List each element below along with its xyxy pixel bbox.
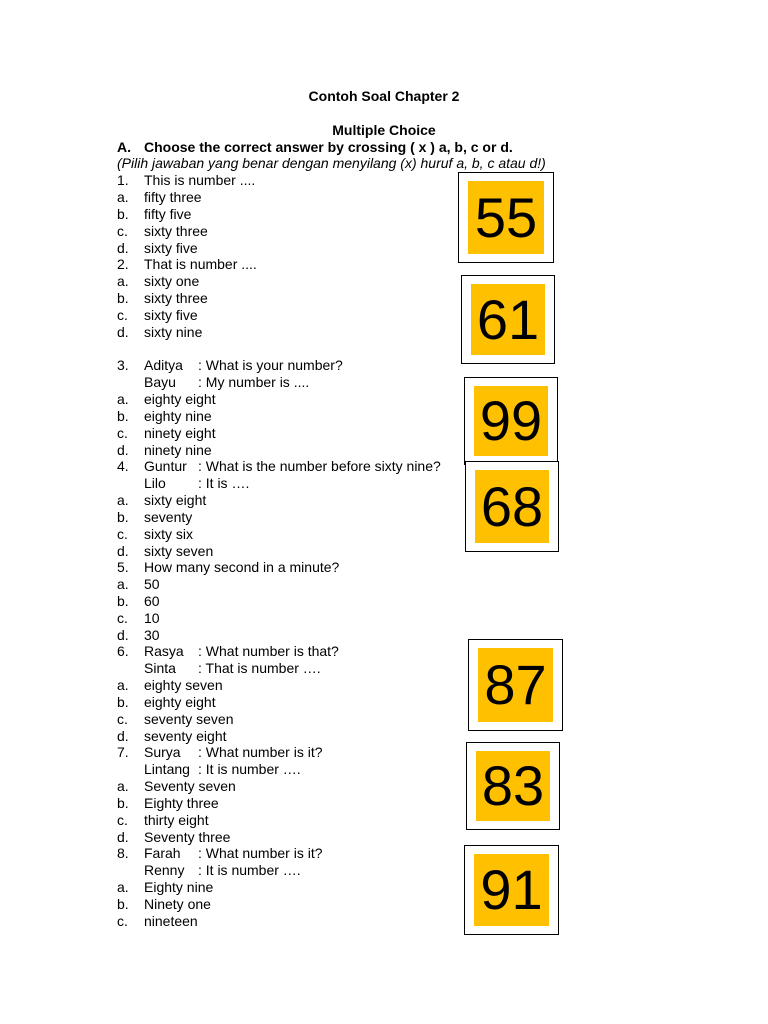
option-text: nineteen bbox=[144, 912, 198, 929]
option-letter: d. bbox=[117, 727, 129, 744]
option-letter: b. bbox=[117, 592, 129, 609]
option-text: sixty seven bbox=[144, 542, 214, 559]
speaker-name: Rasya bbox=[144, 643, 184, 659]
option-letter: a. bbox=[117, 272, 129, 289]
option-text: sixty five bbox=[144, 239, 198, 256]
answer-option[interactable] bbox=[0, 307, 768, 324]
option-text: sixty one bbox=[144, 272, 200, 289]
speaker-name: Farah bbox=[144, 845, 181, 861]
option-letter: a. bbox=[117, 491, 129, 508]
dialogue-row bbox=[0, 845, 768, 862]
page-title: Contoh Soal Chapter 2 bbox=[308, 88, 460, 104]
option-letter: c. bbox=[117, 222, 128, 239]
answer-option[interactable] bbox=[0, 627, 768, 644]
speaker-line: : What number is that? bbox=[198, 643, 339, 659]
answer-option[interactable] bbox=[0, 240, 768, 257]
speaker-name: Guntur bbox=[144, 458, 187, 474]
option-letter: b. bbox=[117, 895, 129, 912]
number-card-value: 61 bbox=[471, 284, 545, 355]
dialogue-row bbox=[0, 643, 768, 660]
answer-option[interactable] bbox=[0, 442, 768, 459]
option-letter: c. bbox=[117, 306, 128, 323]
option-text: eighty seven bbox=[144, 676, 223, 693]
option-text: 10 bbox=[144, 609, 160, 626]
option-letter: c. bbox=[117, 424, 128, 441]
section-subtitle: Multiple Choice bbox=[332, 122, 436, 138]
speaker-name: Surya bbox=[144, 744, 181, 760]
option-text: fifty three bbox=[144, 188, 202, 205]
speaker-line: : It is number …. bbox=[198, 861, 301, 878]
option-text: Seventy three bbox=[144, 828, 231, 845]
answer-option[interactable] bbox=[0, 509, 768, 526]
question-number: 1. bbox=[117, 172, 129, 188]
option-text: 50 bbox=[144, 575, 160, 592]
speaker-line: : What number is it? bbox=[198, 845, 323, 861]
question-number: 4. bbox=[117, 458, 129, 474]
option-letter: d. bbox=[117, 239, 129, 256]
answer-option[interactable] bbox=[0, 273, 768, 290]
number-card bbox=[466, 742, 560, 830]
option-letter: a. bbox=[117, 878, 129, 895]
dialogue-row bbox=[0, 475, 768, 492]
option-text: ninety nine bbox=[144, 441, 212, 458]
speaker-line: : What number is it? bbox=[198, 744, 323, 760]
option-letter: b. bbox=[117, 407, 129, 424]
option-letter: c. bbox=[117, 811, 128, 828]
option-letter: d. bbox=[117, 441, 129, 458]
answer-option[interactable] bbox=[0, 526, 768, 543]
number-card bbox=[464, 845, 559, 935]
answer-option[interactable] bbox=[0, 694, 768, 711]
instruction-text: Choose the correct answer by crossing ( x ) a, b, c or d. bbox=[144, 139, 513, 155]
answer-option[interactable] bbox=[0, 812, 768, 829]
answer-option[interactable] bbox=[0, 778, 768, 795]
option-letter: c. bbox=[117, 912, 128, 929]
speaker-name: Sinta bbox=[144, 659, 176, 676]
dialogue-row bbox=[0, 374, 768, 391]
option-text: ninety eight bbox=[144, 424, 216, 441]
answer-option[interactable] bbox=[0, 913, 768, 930]
question-number: 7. bbox=[117, 744, 129, 760]
question-number: 3. bbox=[117, 357, 129, 373]
answer-option[interactable] bbox=[0, 290, 768, 307]
speaker-name: Lintang bbox=[144, 760, 190, 777]
question-row bbox=[0, 559, 768, 576]
question-number: 8. bbox=[117, 845, 129, 861]
option-letter: d. bbox=[117, 542, 129, 559]
option-letter: c. bbox=[117, 525, 128, 542]
instruction-note: (Pilih jawaban yang benar dengan menyilang (x) huruf a, b, c atau d!) bbox=[117, 155, 546, 171]
number-card-value: 91 bbox=[474, 854, 549, 926]
dialogue-row bbox=[0, 744, 768, 761]
answer-option[interactable] bbox=[0, 879, 768, 896]
answer-option[interactable] bbox=[0, 391, 768, 408]
speaker-name: Bayu bbox=[144, 373, 176, 390]
dialogue-row bbox=[0, 660, 768, 677]
dialogue-row bbox=[0, 862, 768, 879]
option-text: eighty eight bbox=[144, 693, 216, 710]
answer-option[interactable] bbox=[0, 576, 768, 593]
option-text: seventy eight bbox=[144, 727, 227, 744]
answer-option[interactable] bbox=[0, 223, 768, 240]
speaker-line: : My number is .... bbox=[198, 373, 310, 390]
answer-option[interactable] bbox=[0, 425, 768, 442]
dialogue-row bbox=[0, 458, 768, 475]
question-text: How many second in a minute? bbox=[144, 559, 340, 575]
option-text: eighty nine bbox=[144, 407, 212, 424]
speaker-line: : That is number …. bbox=[198, 659, 321, 676]
answer-option[interactable] bbox=[0, 728, 768, 745]
answer-option[interactable] bbox=[0, 593, 768, 610]
answer-option[interactable] bbox=[0, 896, 768, 913]
number-card-value: 55 bbox=[468, 181, 544, 254]
option-letter: b. bbox=[117, 508, 129, 525]
option-text: 60 bbox=[144, 592, 160, 609]
option-text: Seventy seven bbox=[144, 777, 236, 794]
answer-option[interactable] bbox=[0, 543, 768, 560]
number-card-value: 68 bbox=[475, 470, 549, 543]
option-letter: a. bbox=[117, 390, 129, 407]
option-text: 30 bbox=[144, 626, 160, 643]
question-row bbox=[0, 256, 768, 273]
number-card-value: 87 bbox=[478, 648, 553, 722]
option-text: Eighty three bbox=[144, 794, 219, 811]
answer-option[interactable] bbox=[0, 324, 768, 341]
option-letter: d. bbox=[117, 323, 129, 340]
question-text: That is number .... bbox=[144, 256, 257, 272]
question-text: This is number .... bbox=[144, 172, 256, 188]
option-letter: b. bbox=[117, 289, 129, 306]
option-letter: d. bbox=[117, 828, 129, 845]
answer-option[interactable] bbox=[0, 711, 768, 728]
option-letter: c. bbox=[117, 710, 128, 727]
option-text: sixty six bbox=[144, 525, 193, 542]
instruction-label: A. bbox=[117, 139, 131, 155]
option-text: thirty eight bbox=[144, 811, 209, 828]
option-text: fifty five bbox=[144, 205, 192, 222]
speaker-name: Lilo bbox=[144, 474, 166, 491]
option-text: sixty eight bbox=[144, 491, 207, 508]
number-card-value: 83 bbox=[476, 751, 550, 821]
dialogue-row bbox=[0, 357, 768, 374]
option-letter: a. bbox=[117, 188, 129, 205]
question-number: 5. bbox=[117, 559, 129, 575]
option-text: seventy seven bbox=[144, 710, 234, 727]
number-card bbox=[461, 275, 555, 364]
number-card bbox=[458, 172, 554, 263]
option-text: sixty five bbox=[144, 306, 198, 323]
number-card bbox=[464, 377, 558, 465]
speaker-name: Aditya bbox=[144, 357, 183, 373]
answer-option[interactable] bbox=[0, 677, 768, 694]
option-letter: b. bbox=[117, 794, 129, 811]
speaker-line: : It is number …. bbox=[198, 760, 301, 777]
option-letter: a. bbox=[117, 777, 129, 794]
answer-option[interactable] bbox=[0, 206, 768, 223]
option-letter: a. bbox=[117, 676, 129, 693]
answer-option[interactable] bbox=[0, 610, 768, 627]
answer-option[interactable] bbox=[0, 829, 768, 846]
option-letter: a. bbox=[117, 575, 129, 592]
option-text: sixty three bbox=[144, 222, 208, 239]
number-card bbox=[468, 639, 563, 731]
number-card bbox=[465, 461, 559, 552]
option-letter: b. bbox=[117, 205, 129, 222]
question-row bbox=[0, 172, 768, 189]
option-text: eighty eight bbox=[144, 390, 216, 407]
dialogue-row bbox=[0, 761, 768, 778]
question-number: 2. bbox=[117, 256, 129, 272]
option-text: sixty nine bbox=[144, 323, 203, 340]
option-text: Eighty nine bbox=[144, 878, 214, 895]
number-card-value: 99 bbox=[474, 386, 548, 456]
question-number: 6. bbox=[117, 643, 129, 659]
answer-option[interactable] bbox=[0, 795, 768, 812]
speaker-name: Renny bbox=[144, 861, 185, 878]
speaker-line: : It is …. bbox=[198, 474, 250, 491]
answer-option[interactable] bbox=[0, 492, 768, 509]
instruction bbox=[117, 139, 513, 155]
speaker-line: : What is the number before sixty nine? bbox=[198, 458, 441, 474]
option-letter: c. bbox=[117, 609, 128, 626]
option-text: seventy bbox=[144, 508, 193, 525]
answer-option[interactable] bbox=[0, 189, 768, 206]
option-text: sixty three bbox=[144, 289, 208, 306]
answer-option[interactable] bbox=[0, 408, 768, 425]
speaker-line: : What is your number? bbox=[198, 357, 343, 373]
option-text: Ninety one bbox=[144, 895, 211, 912]
option-letter: d. bbox=[117, 626, 129, 643]
option-letter: b. bbox=[117, 693, 129, 710]
